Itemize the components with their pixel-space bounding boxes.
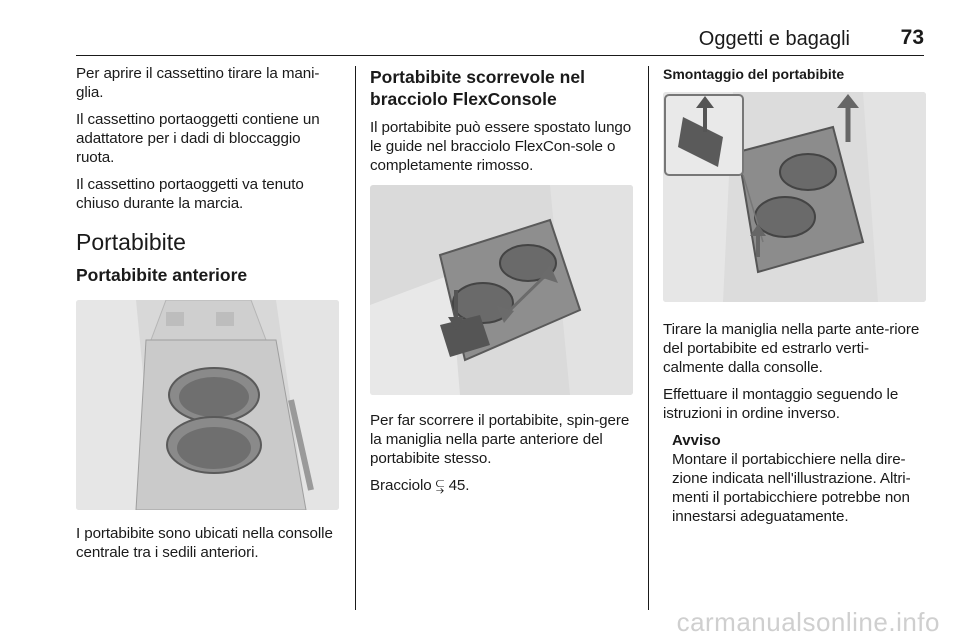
flexconsole-intro: Il portabibite può essere spostato lungo le guide nel bracciolo FlexCon-sole o completamente rimosso.	[370, 119, 632, 174]
subsection-title: Portabibite anteriore	[76, 265, 248, 285]
notice-text: Montare il portabicchiere nella dire-zione indicata nell'illustrazione. Altri-menti il portabicchiere potrebbe non innestarsi adeguatamente.	[672, 451, 911, 525]
installation-instruction: Effettuare il montaggio seguendo le istruzioni in ordine inverso.	[663, 386, 899, 422]
slide-instruction: Per far scorrere il portabibite, spin-gere la maniglia nella parte anteriore del portabibite stesso.	[370, 412, 630, 467]
removal-title: Smontaggio del portabibite	[663, 66, 845, 82]
section-title: Portabibite	[76, 229, 186, 255]
header-rule	[76, 55, 924, 56]
paragraph-glovebox-closed: Il cassettino portaoggetti va tenuto chiuso durante la marcia.	[76, 176, 304, 212]
page-number: 73	[900, 26, 924, 49]
notice-title: Avviso	[672, 432, 721, 449]
paragraph-glovebox-open: Per aprire il cassettino tirare la mani-glia.	[76, 65, 320, 101]
page-header-title: Oggetti e bagagli	[698, 28, 850, 50]
sliding-cupholder-illustration	[370, 185, 633, 395]
armrest-reference: Bracciolo ⥹ 45.	[370, 477, 470, 494]
front-cupholder-illustration	[76, 300, 339, 510]
notice-box	[663, 431, 928, 526]
paragraph-glovebox-adapter: Il cassettino portaoggetti contiene un adattatore per i dadi di bloccaggio ruota.	[76, 111, 320, 166]
column-right	[663, 64, 928, 534]
removal-instruction: Tirare la maniglia nella parte ante-riore del portabibite ed estrarlo verti-calmente dalla consolle.	[663, 321, 920, 376]
column-middle	[370, 64, 635, 503]
column-divider-2	[648, 66, 649, 610]
front-cupholder-caption: I portabibite sono ubicati nella consolle centrale tra i sedili anteriori.	[76, 525, 333, 561]
column-left	[76, 64, 341, 570]
flexconsole-title: Portabibite scorrevole nel bracciolo FlexConsole	[370, 67, 585, 109]
watermark: carmanualsonline.info	[676, 607, 940, 637]
column-divider-1	[355, 66, 356, 610]
cupholder-removal-illustration	[663, 92, 926, 302]
